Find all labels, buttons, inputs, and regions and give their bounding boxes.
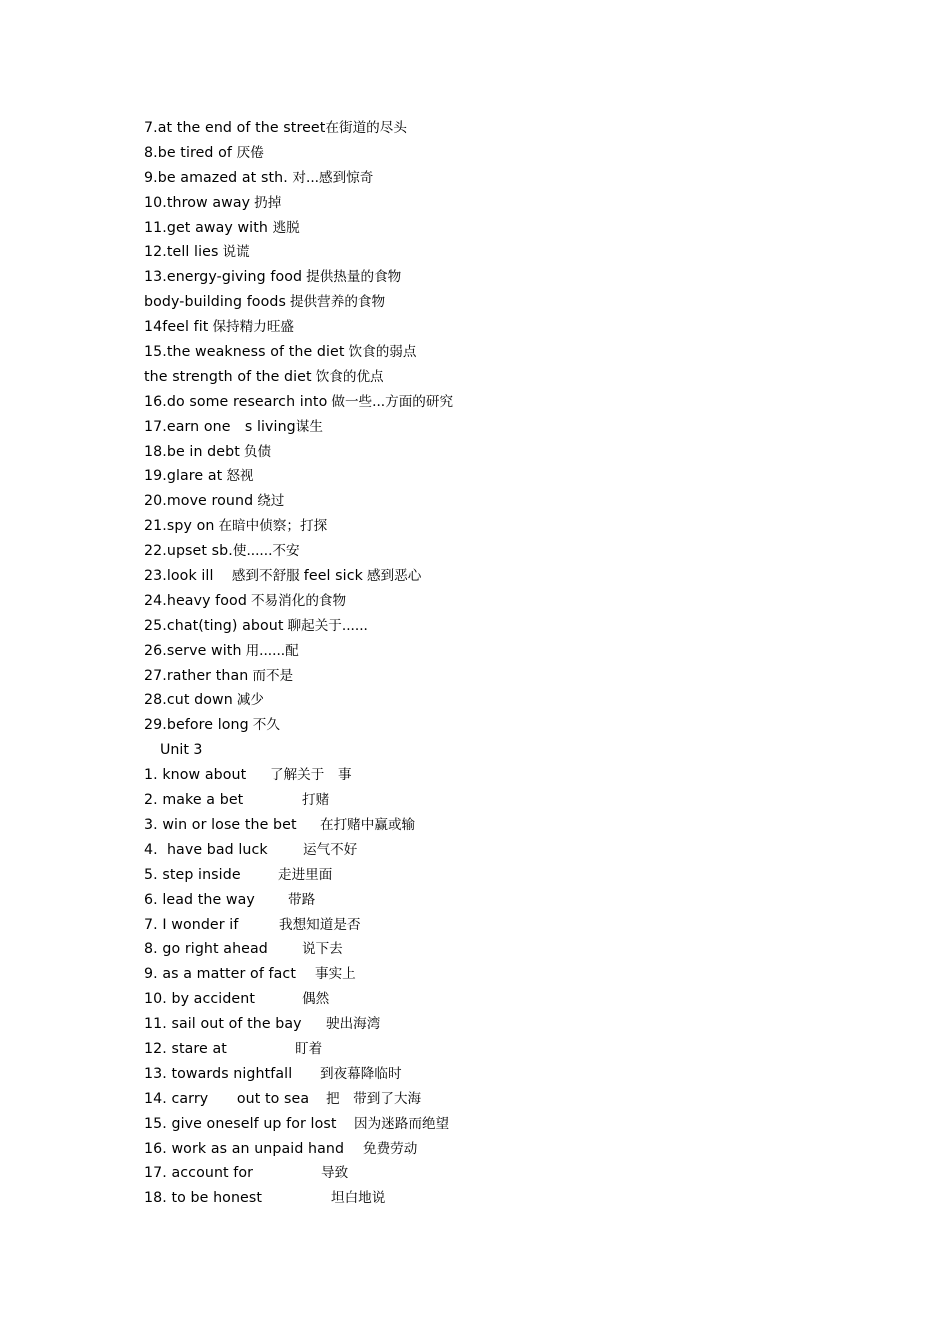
list-item	[144, 1112, 844, 1137]
list-item	[144, 937, 844, 962]
chinese-meaning: 厌倦	[236, 144, 264, 161]
chinese-meaning: 带路	[288, 891, 316, 908]
english-phrase: 14feel fit	[144, 319, 209, 336]
list-item	[144, 1087, 844, 1112]
english-phrase: 26.serve with	[144, 642, 242, 659]
list-item	[144, 290, 844, 315]
english-phrase: 15. give oneself up for lost	[144, 1115, 337, 1132]
list-item	[144, 390, 844, 415]
english-phrase: 2. make a bet	[144, 792, 244, 809]
list-item	[144, 440, 844, 465]
english-phrase: 19.glare at	[144, 468, 223, 485]
english-phrase: 1. know about	[144, 767, 247, 784]
chinese-meaning: 使......不安	[232, 543, 300, 560]
chinese-meaning: 在街道的尽头	[325, 120, 407, 136]
phrase-list-continued	[144, 116, 844, 738]
list-item	[144, 365, 844, 390]
chinese-meaning: 盯着	[295, 1040, 323, 1057]
english-phrase: 17. account for	[144, 1165, 254, 1182]
list-item	[144, 888, 844, 913]
chinese-meaning: 在打赌中赢或输	[320, 816, 416, 833]
chinese-meaning: 不易消化的食物	[250, 592, 347, 609]
english-phrase: 25.chat(ting) about	[144, 617, 284, 634]
chinese-meaning: 了解关于 事	[270, 767, 352, 784]
english-phrase: 27.rather than	[144, 667, 249, 684]
list-item	[144, 614, 844, 639]
chinese-meaning: 感到不舒服	[231, 568, 300, 585]
list-item	[144, 265, 844, 290]
list-item	[144, 1037, 844, 1062]
english-phrase: 21.spy on	[144, 518, 215, 535]
chinese-meaning: 用......配	[245, 642, 299, 659]
list-item	[144, 539, 844, 564]
chinese-meaning: 谋生	[295, 418, 323, 435]
list-item	[144, 141, 844, 166]
chinese-meaning: 因为迷路而绝望	[354, 1115, 450, 1132]
english-phrase-2: feel sick	[303, 568, 363, 585]
chinese-meaning: 偶然	[302, 991, 330, 1008]
list-item	[144, 415, 844, 440]
list-item	[144, 1186, 844, 1211]
list-item	[144, 489, 844, 514]
list-item	[144, 240, 844, 265]
english-phrase: 4. have bad luck	[144, 841, 268, 858]
list-item	[144, 340, 844, 365]
chinese-meaning: 打赌	[302, 792, 330, 809]
list-item	[144, 191, 844, 216]
chinese-meaning: 聊起关于......	[287, 617, 368, 634]
list-item	[144, 464, 844, 489]
english-phrase: 5. step inside	[144, 866, 241, 883]
list-item	[144, 514, 844, 539]
chinese-meaning: 把 带到了大海	[326, 1090, 422, 1107]
chinese-meaning: 怒视	[226, 468, 254, 485]
english-phrase: 11. sail out of the bay	[144, 1016, 302, 1033]
chinese-meaning: 绕过	[257, 493, 285, 510]
unit3-phrase-list	[144, 763, 844, 1211]
list-item	[144, 713, 844, 738]
list-item	[144, 838, 844, 863]
chinese-meaning: 提供营养的食物	[289, 294, 386, 311]
english-phrase: 15.the weakness of the diet	[144, 344, 345, 361]
chinese-meaning: 到夜幕降临时	[320, 1065, 402, 1082]
english-phrase: 11.get away with	[144, 219, 273, 236]
list-item	[144, 688, 844, 713]
list-item	[144, 116, 844, 141]
english-phrase: 20.move round	[144, 493, 254, 510]
chinese-meaning: 饮食的优点	[315, 368, 384, 385]
list-item	[144, 166, 844, 191]
chinese-meaning: 我想知道是否	[279, 916, 361, 933]
list-item	[144, 813, 844, 838]
chinese-meaning: 扔掉	[254, 194, 282, 211]
english-phrase: 24.heavy food	[144, 592, 247, 609]
chinese-meaning: 减少	[236, 692, 264, 709]
english-phrase: 7. I wonder if	[144, 916, 239, 933]
list-item	[144, 788, 844, 813]
english-phrase: 23.look ill	[144, 568, 228, 585]
list-item	[144, 589, 844, 614]
english-phrase: 12.tell lies	[144, 244, 219, 261]
chinese-meaning: 驶出海湾	[326, 1016, 381, 1033]
english-phrase: 17.earn one s living	[144, 418, 296, 435]
english-phrase: 8. go right ahead	[144, 941, 268, 958]
english-phrase: 3. win or lose the bet	[144, 816, 297, 833]
chinese-meaning: 在暗中侦察；打探	[218, 518, 328, 535]
list-item	[144, 913, 844, 938]
chinese-meaning: 饮食的弱点	[348, 344, 417, 361]
list-item	[144, 1137, 844, 1162]
chinese-meaning: 运气不好	[303, 841, 358, 858]
chinese-meaning: 坦白地说	[331, 1190, 386, 1207]
english-phrase: 9.be amazed at sth.	[144, 169, 293, 186]
list-item	[144, 564, 844, 589]
chinese-meaning: 说下去	[302, 941, 343, 958]
english-phrase: 10. by accident	[144, 991, 256, 1008]
chinese-meaning: 免费劳动	[363, 1140, 418, 1157]
english-phrase: 16. work as an unpaid hand	[144, 1140, 345, 1157]
list-item	[144, 664, 844, 689]
english-phrase: 8.be tired of	[144, 144, 237, 161]
chinese-meaning: 保持精力旺盛	[212, 319, 295, 336]
english-phrase: 28.cut down	[144, 692, 233, 709]
chinese-meaning: 说谎	[222, 244, 250, 261]
english-phrase: body-building foods	[144, 294, 286, 311]
chinese-meaning-2: 感到恶心	[366, 568, 422, 585]
chinese-meaning: 不久	[252, 717, 280, 734]
chinese-meaning: 而不是	[252, 667, 294, 684]
document-page	[144, 116, 844, 1211]
chinese-meaning: 负债	[243, 443, 272, 460]
list-item	[144, 1161, 844, 1186]
list-item	[144, 763, 844, 788]
chinese-meaning: 对...感到惊奇	[292, 169, 374, 186]
list-item	[144, 1012, 844, 1037]
english-phrase: 14. carry out to sea	[144, 1090, 310, 1107]
english-phrase: the strength of the diet	[144, 368, 312, 385]
english-phrase: 13.energy-giving food	[144, 269, 303, 286]
list-item	[144, 962, 844, 987]
list-item	[144, 987, 844, 1012]
chinese-meaning: 做一些...方面的研究	[331, 393, 454, 410]
list-item	[144, 1062, 844, 1087]
english-phrase: 7.at the end of the street	[144, 120, 326, 136]
english-phrase: 29.before long	[144, 717, 249, 734]
english-phrase: 16.do some research into	[144, 393, 328, 410]
list-item	[144, 863, 844, 888]
english-phrase: 9. as a matter of fact	[144, 966, 296, 983]
english-phrase: 22.upset sb.	[144, 543, 233, 560]
english-phrase: 18.be in debt	[144, 443, 240, 460]
chinese-meaning: 走进里面	[278, 866, 333, 883]
english-phrase: 10.throw away	[144, 194, 251, 211]
english-phrase: 13. towards nightfall	[144, 1065, 293, 1082]
english-phrase: 12. stare at	[144, 1040, 227, 1057]
chinese-meaning: 提供热量的食物	[306, 269, 402, 286]
chinese-meaning: 逃脱	[272, 219, 300, 236]
list-item	[144, 639, 844, 664]
english-phrase: 18. to be honest	[144, 1190, 263, 1207]
unit-heading: Unit 3	[160, 742, 203, 759]
chinese-meaning: 导致	[321, 1165, 349, 1182]
chinese-meaning: 事实上	[315, 966, 356, 983]
english-phrase: 6. lead the way	[144, 891, 255, 908]
list-item	[144, 315, 844, 340]
list-item	[144, 216, 844, 241]
